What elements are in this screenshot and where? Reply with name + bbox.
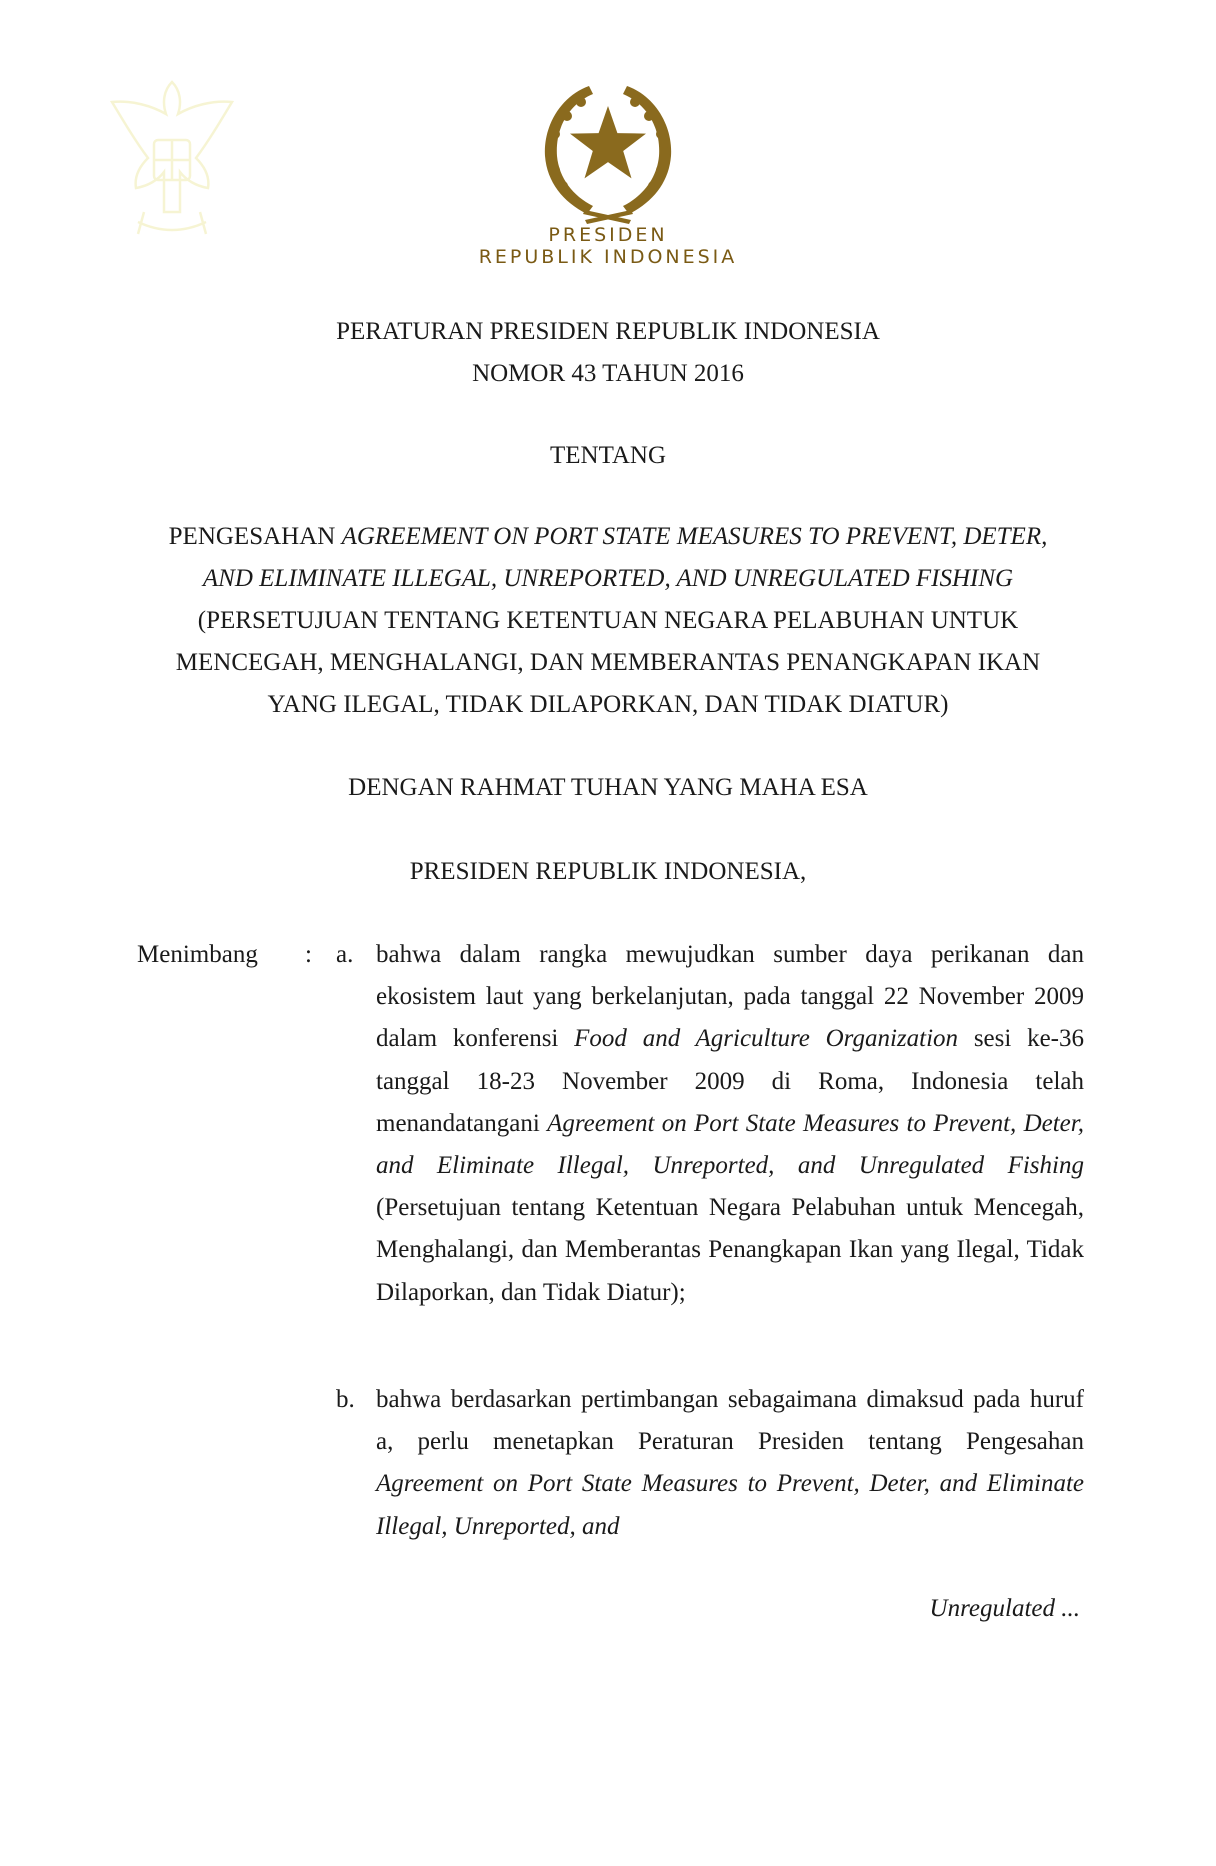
item-a-seg-1: bahwa dalam rangka mewujudkan sumber daya perikanan dan ekosistem laut yang berkelanjutan, pada tanggal 22 November 2009 dalam konferensi <box>376 941 1084 1053</box>
item-a-seg-3: sesi ke-36 tanggal 18-23 November 2009 di Roma, Indonesia telah menandatangani <box>376 1025 1085 1137</box>
subject-line-4: MENCEGAH, MENGHALANGI, DAN MEMBERANTAS PENANGKAPAN IKAN <box>175 649 1041 676</box>
item-b-agreement-italic: Agreement on Port State Measures to Prevent, Deter, and Eliminate Illegal, Unreported, and <box>376 1470 1084 1540</box>
about-heading: TENTANG <box>549 442 667 469</box>
item-b-letter: b. <box>336 1386 355 1413</box>
presidential-seal-icon <box>533 78 683 228</box>
subject-agreement-title-1: AGREEMENT ON PORT STATE MEASURES TO PREVENT, DETER, <box>341 523 1048 550</box>
item-a-seg-5: (Persetujuan tentang Ketentuan Negara Pelabuhan untuk Mencegah, Menghalangi, dan Memberantas Penangkapan Ikan yang Ilegal, Tidak Dilaporkan, dan Tidak Diatur); <box>376 1194 1084 1306</box>
regulation-number: NOMOR 43 TAHUN 2016 <box>472 360 744 387</box>
garuda-watermark-icon <box>92 62 252 247</box>
subject-line-2: AND ELIMINATE ILLEGAL, UNREPORTED, AND UNREGULATED FISHING <box>202 565 1014 592</box>
regulation-title: PERATURAN PRESIDEN REPUBLIK INDONESIA <box>336 318 880 345</box>
considering-label: Menimbang <box>137 941 258 968</box>
blessing-line: DENGAN RAHMAT TUHAN YANG MAHA ESA <box>348 774 868 801</box>
item-a-agreement-italic: Agreement on Port State Measures to Prevent, Deter, and Eliminate Illegal, Unreported, and Unregulated Fishing <box>376 1109 1084 1180</box>
letterhead-republik-indonesia: REPUBLIK INDONESIA <box>478 246 738 268</box>
item-a-text <box>376 934 1084 1314</box>
item-a-fao-italic: Food and Agriculture Organization <box>574 1025 959 1053</box>
subject-line-3: (PERSETUJUAN TENTANG KETENTUAN NEGARA PELABUHAN UNTUK <box>197 607 1019 634</box>
considering-colon: : <box>305 941 312 968</box>
page-catchword: Unregulated ... <box>929 1595 1080 1622</box>
item-a-letter: a. <box>336 941 354 968</box>
item-b-seg-1: bahwa berdasarkan pertimbangan sebagaimana dimaksud pada huruf a, perlu menetapkan Peraturan Presiden tentang Pengesahan <box>376 1386 1084 1456</box>
president-line: PRESIDEN REPUBLIK INDONESIA, <box>409 858 807 885</box>
subject-prefix: PENGESAHAN <box>168 523 342 550</box>
item-b-text <box>376 1379 1084 1548</box>
letterhead-presiden: PRESIDEN <box>548 224 668 246</box>
subject-line-1 <box>60 522 1156 552</box>
subject-line-5: YANG ILEGAL, TIDAK DILAPORKAN, DAN TIDAK DIATUR) <box>267 691 949 718</box>
